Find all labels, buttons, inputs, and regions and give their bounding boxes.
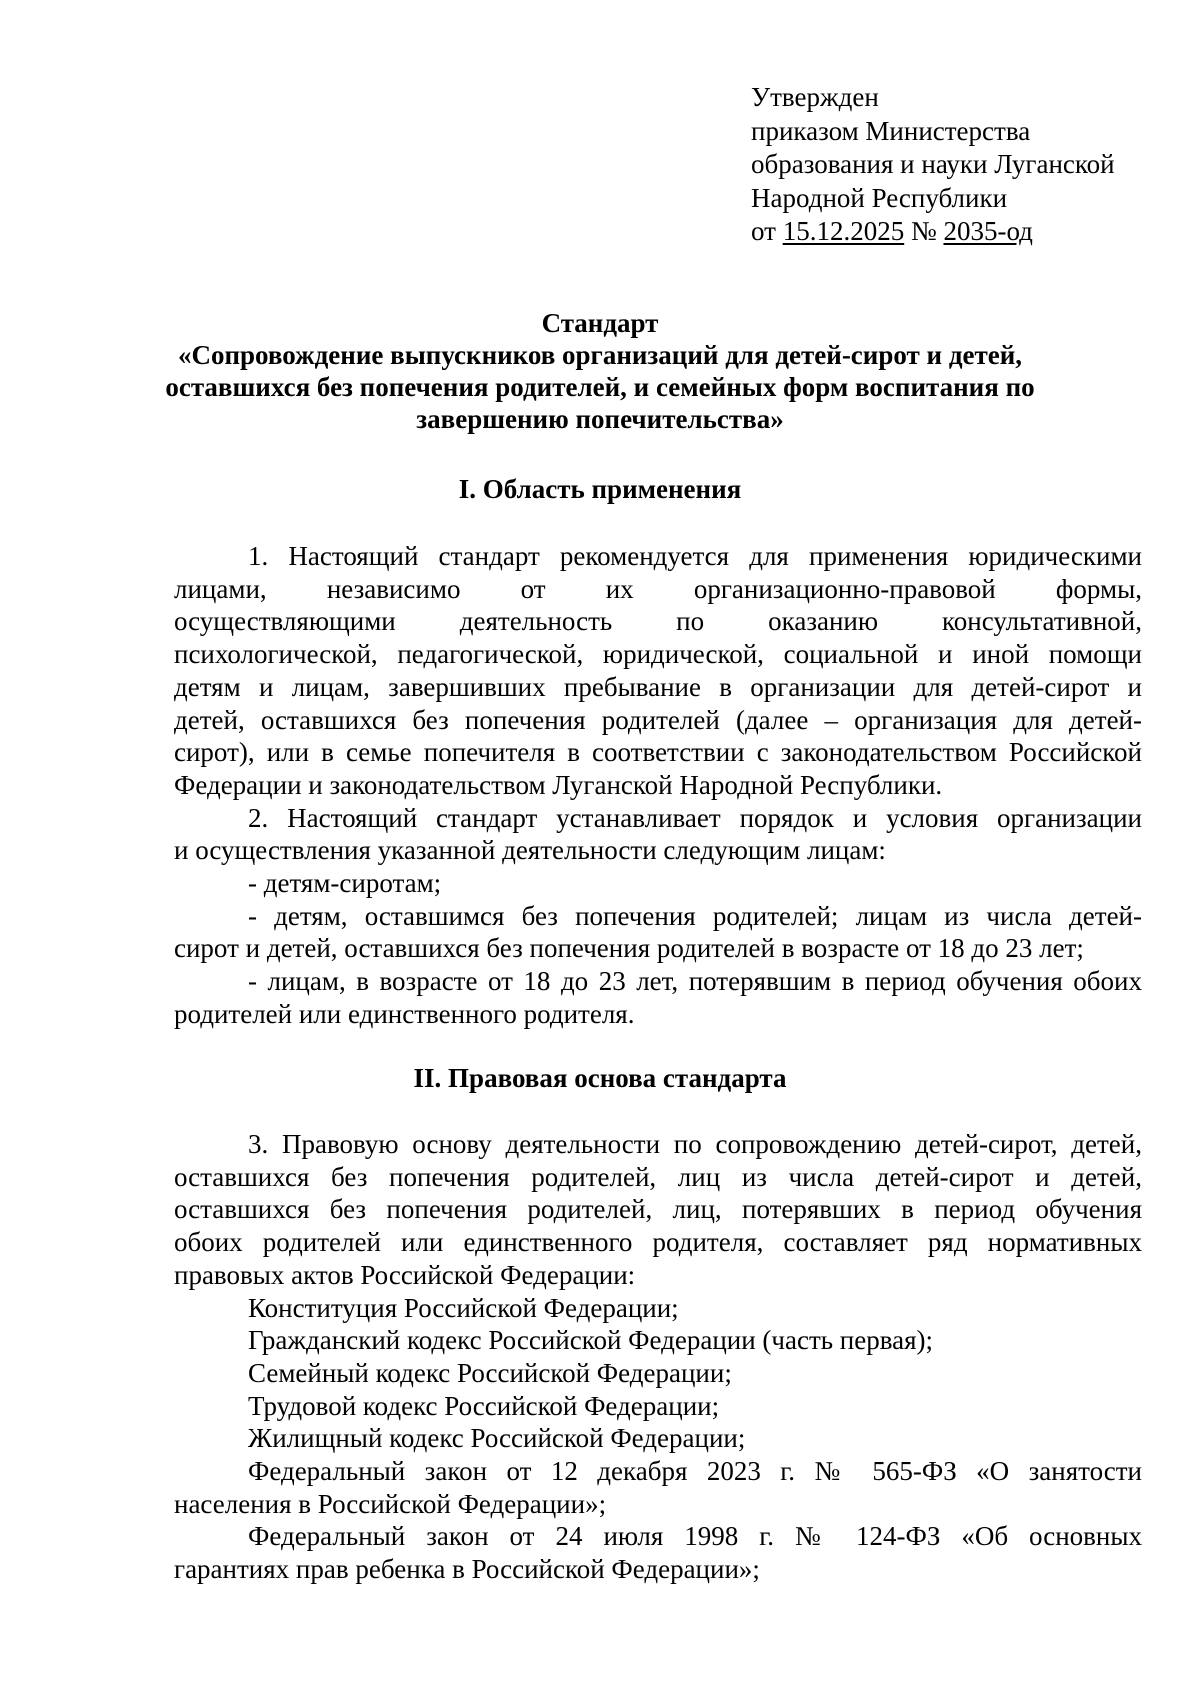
paragraph-line: оставшихся без попечения родителей, лиц, потерявших в период обучения xyxy=(174,1194,1142,1225)
paragraph-line: и осуществления указанной деятельности следующим лицам: xyxy=(174,835,886,866)
paragraph-line: оставшихся без попечения родителей, лиц из числа детей-сирот и детей, xyxy=(174,1161,1142,1192)
list-item: - лицам, в возрасте от 18 до 23 лет, потерявшим в период обучения обоих xyxy=(248,966,1142,997)
title-line: оставшихся без попечения родителей, и семейных форм воспитания по xyxy=(165,372,1035,402)
list-item: - детям, оставшимся без попечения родителей; лицам из числа детей- xyxy=(248,900,1142,931)
paragraph-line: 1. Настоящий стандарт рекомендуется для применения юридическими xyxy=(248,541,1142,571)
paragraph-line: сирот), или в семье попечителя в соответствии с законодательством Российской xyxy=(174,737,1142,768)
title-line: «Сопровождение выпускников организаций для детей-сирот и детей, xyxy=(177,340,1023,370)
list-item: Трудовой кодекс Российской Федерации; xyxy=(248,1390,720,1421)
title-line: завершению попечительства» xyxy=(416,404,784,434)
paragraph-line: психологической, педагогической, юридической, социальной и иной помощи xyxy=(174,639,1142,670)
title-line: Стандарт xyxy=(541,308,659,338)
paragraph-line: осуществляющими деятельность по оказанию консультативной, xyxy=(174,606,1142,637)
list-item: Федеральный закон от 12 декабря 2023 г. № 565-ФЗ «О занятости xyxy=(248,1456,1142,1487)
approval-line: образования и науки Луганской xyxy=(751,149,1115,179)
approval-number: 2035-од xyxy=(943,216,1033,246)
list-item: Конституция Российской Федерации; xyxy=(248,1292,679,1323)
list-item: Гражданский кодекс Российской Федерации (часть первая); xyxy=(248,1325,934,1356)
section-heading: I. Область применения xyxy=(458,474,742,504)
paragraph-line: гарантиях прав ребенка в Российской Федерации»; xyxy=(174,1554,760,1585)
paragraph-line: 2. Настоящий стандарт устанавливает порядок и условия организации xyxy=(248,802,1142,833)
paragraph-line: 3. Правовую основу деятельности по сопровождению детей-сирот, детей, xyxy=(248,1129,1142,1159)
approval-line: приказом Министерства xyxy=(751,115,1031,146)
list-item: Жилищный кодекс Российской Федерации; xyxy=(248,1423,746,1454)
section-heading: II. Правовая основа стандарта xyxy=(413,1063,787,1093)
approval-number-sign: № xyxy=(904,216,944,246)
paragraph-line: детей, оставшихся без попечения родителей (далее – организация для детей- xyxy=(174,704,1142,735)
document-title xyxy=(150,307,1050,435)
approval-date: 15.12.2025 xyxy=(782,216,905,246)
paragraph-line: обоих родителей или единственного родителя, составляет ряд нормативных xyxy=(174,1227,1142,1258)
approval-date-line xyxy=(751,215,1115,249)
paragraph-line: правовых актов Российской Федерации: xyxy=(174,1259,636,1290)
approval-line: Народной Республики xyxy=(751,182,1008,213)
section-1-body xyxy=(174,540,1142,1031)
approval-date-prefix: от xyxy=(751,216,783,246)
list-item: Семейный кодекс Российской Федерации; xyxy=(248,1357,732,1388)
section-2-body xyxy=(174,1128,1142,1586)
list-item: - детям-сиротам; xyxy=(248,868,442,899)
paragraph-line: детям и лицам, завершивших пребывание в организации для детей-сирот и xyxy=(174,671,1142,702)
paragraph-line: родителей или единственного родителя. xyxy=(174,998,635,1029)
paragraph-line: сирот и детей, оставшихся без попечения родителей в возрасте от 18 до 23 лет; xyxy=(174,933,1084,964)
approval-line: Утвержден xyxy=(751,82,879,112)
list-item: Федеральный закон от 24 июля 1998 г. № 124-ФЗ «Об основных xyxy=(248,1521,1142,1552)
paragraph-line: Федерации и законодательством Луганской Народной Республики. xyxy=(174,769,943,800)
paragraph-line: населения в Российской Федерации»; xyxy=(174,1488,607,1519)
paragraph-line: лицами, независимо от их организационно-правовой формы, xyxy=(174,573,1142,604)
approval-stamp xyxy=(751,81,1115,249)
